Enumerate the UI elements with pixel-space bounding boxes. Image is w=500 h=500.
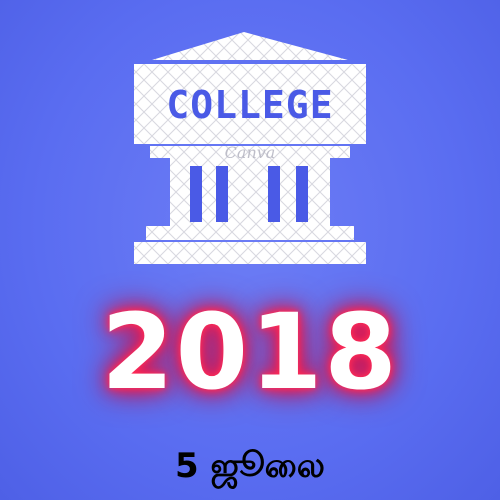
year-headline: 2018: [101, 291, 399, 413]
column-gap: [268, 166, 280, 222]
column-gap: [190, 166, 202, 222]
column-gap: [296, 166, 308, 222]
roof-shape: [152, 32, 348, 60]
college-label: COLLEGE: [166, 83, 334, 127]
column-gap: [216, 166, 228, 222]
date-label: 5 ஜூலை: [174, 446, 325, 486]
base-step: [146, 226, 354, 240]
base-step: [134, 242, 366, 264]
canva-watermark: Canva: [224, 143, 276, 162]
